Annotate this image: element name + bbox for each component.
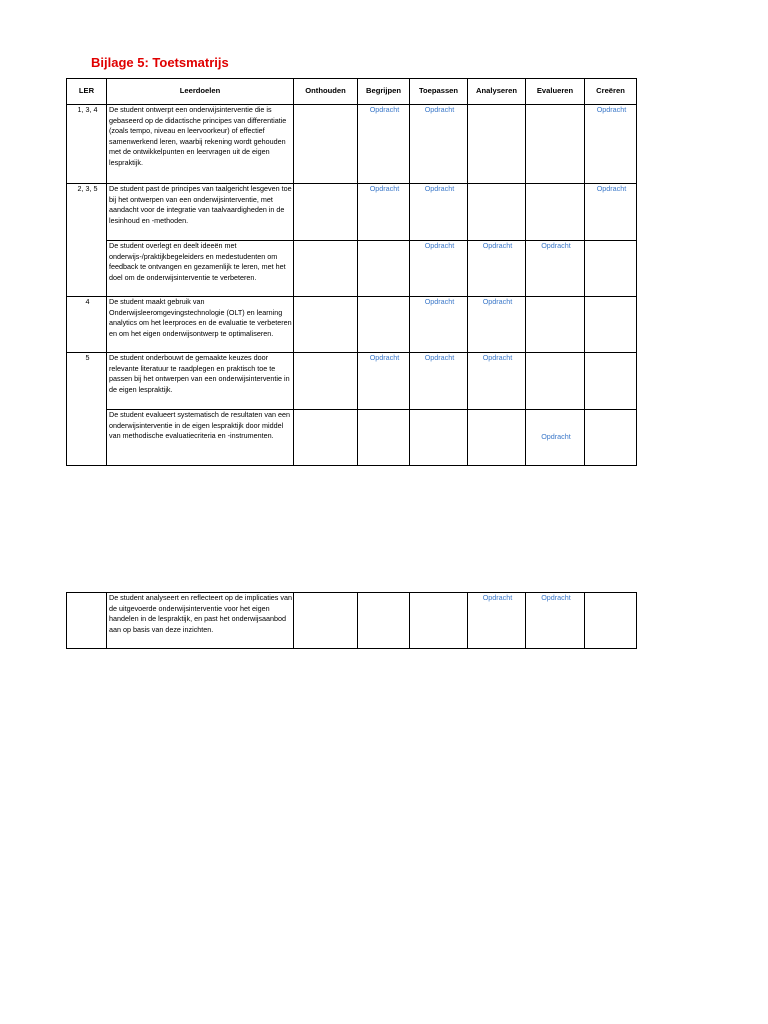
onthouden-cell	[294, 593, 358, 649]
ler-cell: 1, 3, 4	[67, 105, 107, 184]
table-row	[67, 410, 637, 466]
creeren-cell	[585, 410, 637, 466]
analyseren-cell	[468, 241, 526, 297]
begrijpen-cell	[358, 184, 410, 241]
begrijpen-cell	[358, 241, 410, 297]
creeren-cell	[585, 105, 637, 184]
evalueren-cell	[526, 353, 585, 410]
leerdoel-cell: De student past de principes van taalgericht lesgeven toe bij het ontwerpen van een onderwijsinterventie, met aandacht voor de integratie van taalvaardigheden in de lesinhoud en -methoden.	[107, 184, 294, 241]
creeren-cell	[585, 184, 637, 241]
begrijpen-cell	[358, 105, 410, 184]
opdracht-link[interactable]: Opdracht	[596, 105, 627, 114]
evalueren-cell	[526, 297, 585, 353]
leerdoel-cell: De student ontwerpt een onderwijsinterventie die is gebaseerd op de didactische principes van differentiatie (zoals tempo, niveau en leervoorkeur) of effectief samenwerkend leren, waarbij rekening wordt gehouden met de ontwikkelpunten en leervragen uit de eigen lespraktijk.	[107, 105, 294, 184]
begrijpen-cell	[358, 593, 410, 649]
evalueren-cell	[526, 241, 585, 297]
table-row	[67, 297, 637, 353]
header-toepassen: Toepassen	[410, 79, 468, 105]
opdracht-link[interactable]: Opdracht	[424, 105, 455, 114]
creeren-cell	[585, 353, 637, 410]
evalueren-cell	[526, 105, 585, 184]
leerdoel-cell: De student maakt gebruik van Onderwijsleeromgevingstechnologie (OLT) en learning analytics om het leerproces en de evaluatie te verbeteren en om het eigen onderwijsontwerp te optimaliseren.	[107, 297, 294, 353]
ler-cell: 2, 3, 5	[67, 184, 107, 297]
opdracht-link[interactable]: Opdracht	[541, 241, 571, 250]
leerdoel-cell: De student analyseert en reflecteert op de implicaties van de uitgevoerde onderwijsinterventie voor het eigen handelen in de lespraktijk, en past het onderwijsaanbod aan op basis van deze inzichten.	[107, 593, 294, 649]
header-begrijpen: Begrijpen	[358, 79, 410, 105]
analyseren-cell	[468, 105, 526, 184]
ler-cell	[67, 593, 107, 649]
header-leerdoelen: Leerdoelen	[107, 79, 294, 105]
table-row	[67, 105, 637, 184]
onthouden-cell	[294, 184, 358, 241]
onthouden-cell	[294, 241, 358, 297]
onthouden-cell	[294, 410, 358, 466]
opdracht-link[interactable]: Opdracht	[424, 241, 455, 250]
analyseren-cell	[468, 297, 526, 353]
opdracht-link[interactable]: Opdracht	[369, 105, 400, 114]
begrijpen-cell	[358, 297, 410, 353]
opdracht-link[interactable]: Opdracht	[541, 432, 571, 442]
ler-cell: 5	[67, 353, 107, 466]
leerdoel-cell: De student evalueert systematisch de resultaten van een onderwijsinterventie in de eigen lespraktijk door middel van methodische evaluatiecriteria en -instrumenten.	[107, 410, 294, 466]
opdracht-link[interactable]: Opdracht	[541, 593, 571, 602]
leerdoel-cell: De student overlegt en deelt ideeën met onderwijs-/praktijkbegeleiders en medestudenten om feedback te ontvangen en gezamenlijk te leren, met het doel om de onderwijsinterventie te verbeteren.	[107, 241, 294, 297]
toepassen-cell	[410, 593, 468, 649]
onthouden-cell	[294, 353, 358, 410]
opdracht-link[interactable]: Opdracht	[482, 593, 513, 602]
table-header-row	[67, 79, 637, 105]
table-row	[67, 593, 637, 649]
leerdoel-cell: De student onderbouwt de gemaakte keuzes door relevante literatuur te raadplegen en praktisch toe te passen bij het ontwerpen van een onderwijsinterventie in de eigen lespraktijk.	[107, 353, 294, 410]
analyseren-cell	[468, 184, 526, 241]
toepassen-cell	[410, 105, 468, 184]
begrijpen-cell	[358, 353, 410, 410]
header-analyseren: Analyseren	[468, 79, 526, 105]
evalueren-cell	[526, 410, 585, 466]
table-row	[67, 184, 637, 241]
opdracht-link[interactable]: Opdracht	[424, 353, 455, 362]
opdracht-link[interactable]: Opdracht	[424, 184, 455, 193]
header-creeren: Creëren	[585, 79, 637, 105]
creeren-cell	[585, 593, 637, 649]
opdracht-link[interactable]: Opdracht	[482, 241, 513, 250]
opdracht-link[interactable]: Opdracht	[424, 297, 455, 306]
table-row	[67, 241, 637, 297]
assessment-matrix-continuation-table	[66, 592, 637, 649]
page-title: Bijlage 5: Toetsmatrijs	[91, 55, 229, 70]
onthouden-cell	[294, 105, 358, 184]
toepassen-cell	[410, 410, 468, 466]
creeren-cell	[585, 297, 637, 353]
analyseren-cell	[468, 410, 526, 466]
toepassen-cell	[410, 241, 468, 297]
header-evalueren: Evalueren	[526, 79, 585, 105]
analyseren-cell	[468, 353, 526, 410]
begrijpen-cell	[358, 410, 410, 466]
creeren-cell	[585, 241, 637, 297]
evalueren-cell	[526, 593, 585, 649]
header-ler: LER	[67, 79, 107, 105]
opdracht-link[interactable]: Opdracht	[482, 353, 513, 362]
opdracht-link[interactable]: Opdracht	[369, 353, 400, 362]
toepassen-cell	[410, 184, 468, 241]
opdracht-link[interactable]: Opdracht	[596, 184, 627, 193]
assessment-matrix-table	[66, 78, 637, 466]
evalueren-cell	[526, 184, 585, 241]
toepassen-cell	[410, 353, 468, 410]
analyseren-cell	[468, 593, 526, 649]
ler-cell: 4	[67, 297, 107, 353]
header-onthouden: Onthouden	[294, 79, 358, 105]
opdracht-link[interactable]: Opdracht	[482, 297, 513, 306]
toepassen-cell	[410, 297, 468, 353]
opdracht-link[interactable]: Opdracht	[369, 184, 400, 193]
onthouden-cell	[294, 297, 358, 353]
table-row	[67, 353, 637, 410]
